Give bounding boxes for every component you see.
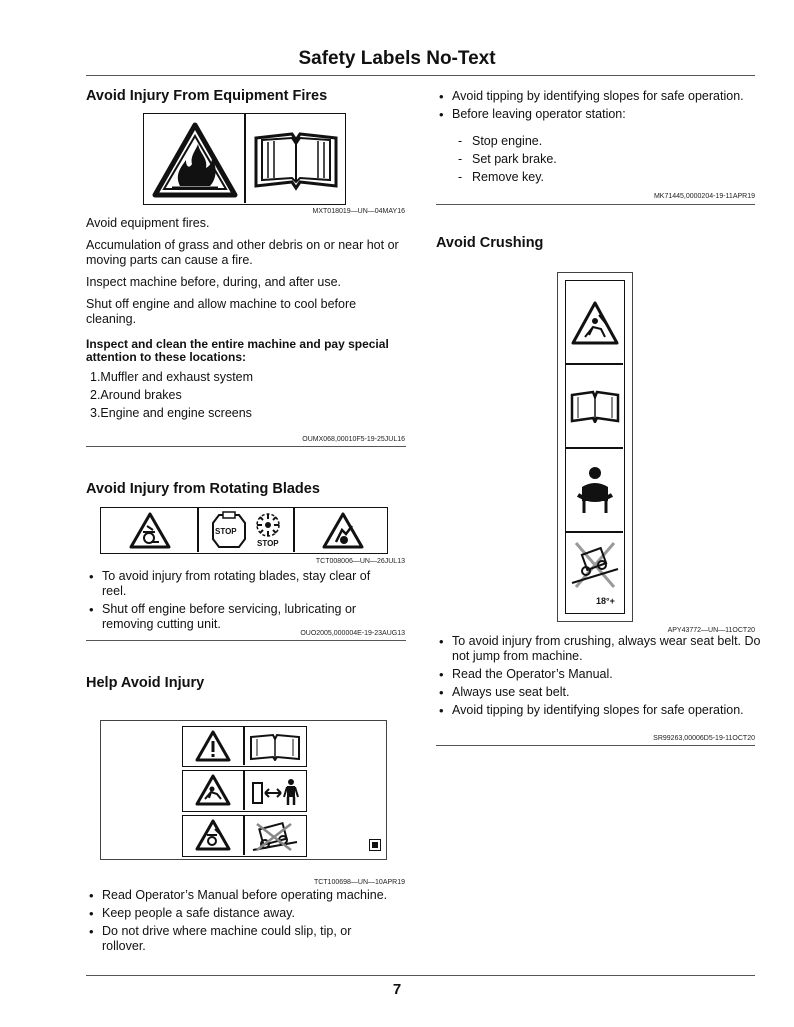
crushing-doc-ref: SR99263,00006D5-19-11OCT20 — [653, 735, 755, 742]
figure-divider — [243, 771, 245, 810]
fires-p3: Inspect machine before, during, and after use. — [86, 275, 342, 289]
right-top-bullets — [436, 89, 761, 125]
help-bullets — [86, 888, 396, 957]
help-label-row-3 — [182, 815, 307, 857]
list-item: 2.Around brakes — [90, 388, 182, 402]
list-item: 1.Muffler and exhaust system — [90, 370, 254, 384]
stop-rotating-label: STOP — [257, 539, 279, 548]
blades-figure-ref: TCT008006—UN—26JUL13 — [315, 558, 405, 565]
list-item: • To avoid injury from rotating blades, stay clear of reel. — [86, 569, 396, 599]
blades-bullets — [86, 569, 396, 635]
right-top-doc-ref: MK71445,0000204-19-11APR19 — [653, 193, 755, 200]
fires-bold-intro: Inspect and clean the entire machine and pay special attention to these locations: — [86, 337, 389, 364]
list-item: • Avoid tipping by identifying slopes for safe operation. — [436, 703, 761, 718]
list-item: • Keep people a safe distance away. — [86, 906, 396, 921]
figure-divider — [566, 531, 623, 533]
help-figure-ref: TCT100698—UN—10APR19 — [313, 879, 405, 886]
page-title: Safety Labels No-Text — [298, 48, 496, 69]
blade-hazard-icon — [129, 512, 171, 549]
fires-figure-ref: MXT018019—UN—04MAY16 — [312, 208, 405, 215]
crushing-label-figure — [557, 272, 633, 622]
crush-hazard-icon — [571, 301, 619, 345]
help-label-row-1 — [182, 726, 307, 767]
reel-hazard-icon — [322, 512, 364, 549]
crushing-label-strip — [565, 280, 625, 614]
list-item: • Before leaving operator station: — [436, 107, 761, 122]
fires-heading: Avoid Injury From Equipment Fires — [86, 88, 328, 104]
footer-rule — [86, 975, 755, 976]
list-item: • Shut off engine before servicing, lubricating or removing cutting unit. — [86, 602, 396, 632]
help-heading: Help Avoid Injury — [86, 675, 205, 691]
title-rule — [86, 75, 755, 76]
list-item: • Do not drive where machine could slip, tip, or rollover. — [86, 924, 396, 954]
figure-divider — [293, 508, 295, 552]
stop-key-label: STOP — [215, 527, 237, 536]
figure-divider — [243, 727, 245, 765]
manual-book-icon — [252, 126, 340, 192]
slope-label: 18°+ — [596, 596, 615, 606]
list-item: • Always use seat belt. — [436, 685, 761, 700]
help-label-row-2 — [182, 770, 307, 812]
manual-book-icon — [570, 389, 620, 423]
blades-doc-ref: OUO2005,000004E-19-23AUG13 — [300, 630, 405, 637]
help-label-figure — [100, 720, 387, 860]
rollover-icon — [570, 539, 620, 591]
warning-icon — [195, 730, 231, 762]
seatbelt-icon — [574, 465, 616, 515]
list-item: • Read the Operator’s Manual. — [436, 667, 761, 682]
fires-location-list — [90, 370, 390, 424]
stop-rotating-icon — [253, 510, 283, 540]
blade-hazard-icon — [195, 819, 231, 851]
list-item: - Stop engine. — [456, 134, 656, 149]
blades-heading: Avoid Injury from Rotating Blades — [86, 481, 320, 497]
list-item: - Remove key. — [456, 170, 656, 185]
fire-warning-icon — [152, 122, 238, 198]
fires-p1: Avoid equipment fires. — [86, 216, 210, 230]
list-item: • Read Operator’s Manual before operating machine. — [86, 888, 396, 903]
rollover-icon — [251, 820, 299, 854]
list-item: • Avoid tipping by identifying slopes for safe operation. — [436, 89, 761, 104]
figure-divider — [243, 816, 245, 855]
blades-rule — [86, 640, 406, 641]
manual-book-icon — [249, 733, 301, 761]
figure-divider — [566, 447, 623, 449]
right-top-rule — [436, 204, 755, 205]
blades-label-figure — [100, 507, 388, 554]
leaving-station-steps — [456, 134, 656, 188]
crushing-heading: Avoid Crushing — [436, 235, 544, 251]
fires-label-figure — [143, 113, 346, 205]
figure-divider — [244, 114, 246, 203]
list-item: - Set park brake. — [456, 152, 656, 167]
list-item: • To avoid injury from crushing, always wear seat belt. Do not jump from machine. — [436, 634, 761, 664]
page-number: 7 — [392, 981, 402, 998]
keep-distance-icon — [251, 777, 303, 807]
crushing-figure-ref: APY43772—UN—11OCT20 — [667, 627, 755, 634]
figure-divider — [566, 363, 623, 365]
logo-mark-icon — [369, 839, 381, 851]
crushing-rule — [436, 745, 755, 746]
crush-hazard-icon — [195, 774, 231, 806]
fires-rule — [86, 446, 406, 447]
list-item: 3.Engine and engine screens — [90, 406, 252, 420]
figure-divider — [197, 508, 199, 552]
fires-doc-ref: OUMX068,00010F5-19-25JUL16 — [302, 436, 405, 443]
fires-p2: Accumulation of grass and other debris on or near hot or moving parts can cause a fire. — [86, 238, 399, 267]
crushing-bullets — [436, 634, 761, 721]
fires-p4: Shut off engine and allow machine to cool before cleaning. — [86, 297, 357, 326]
